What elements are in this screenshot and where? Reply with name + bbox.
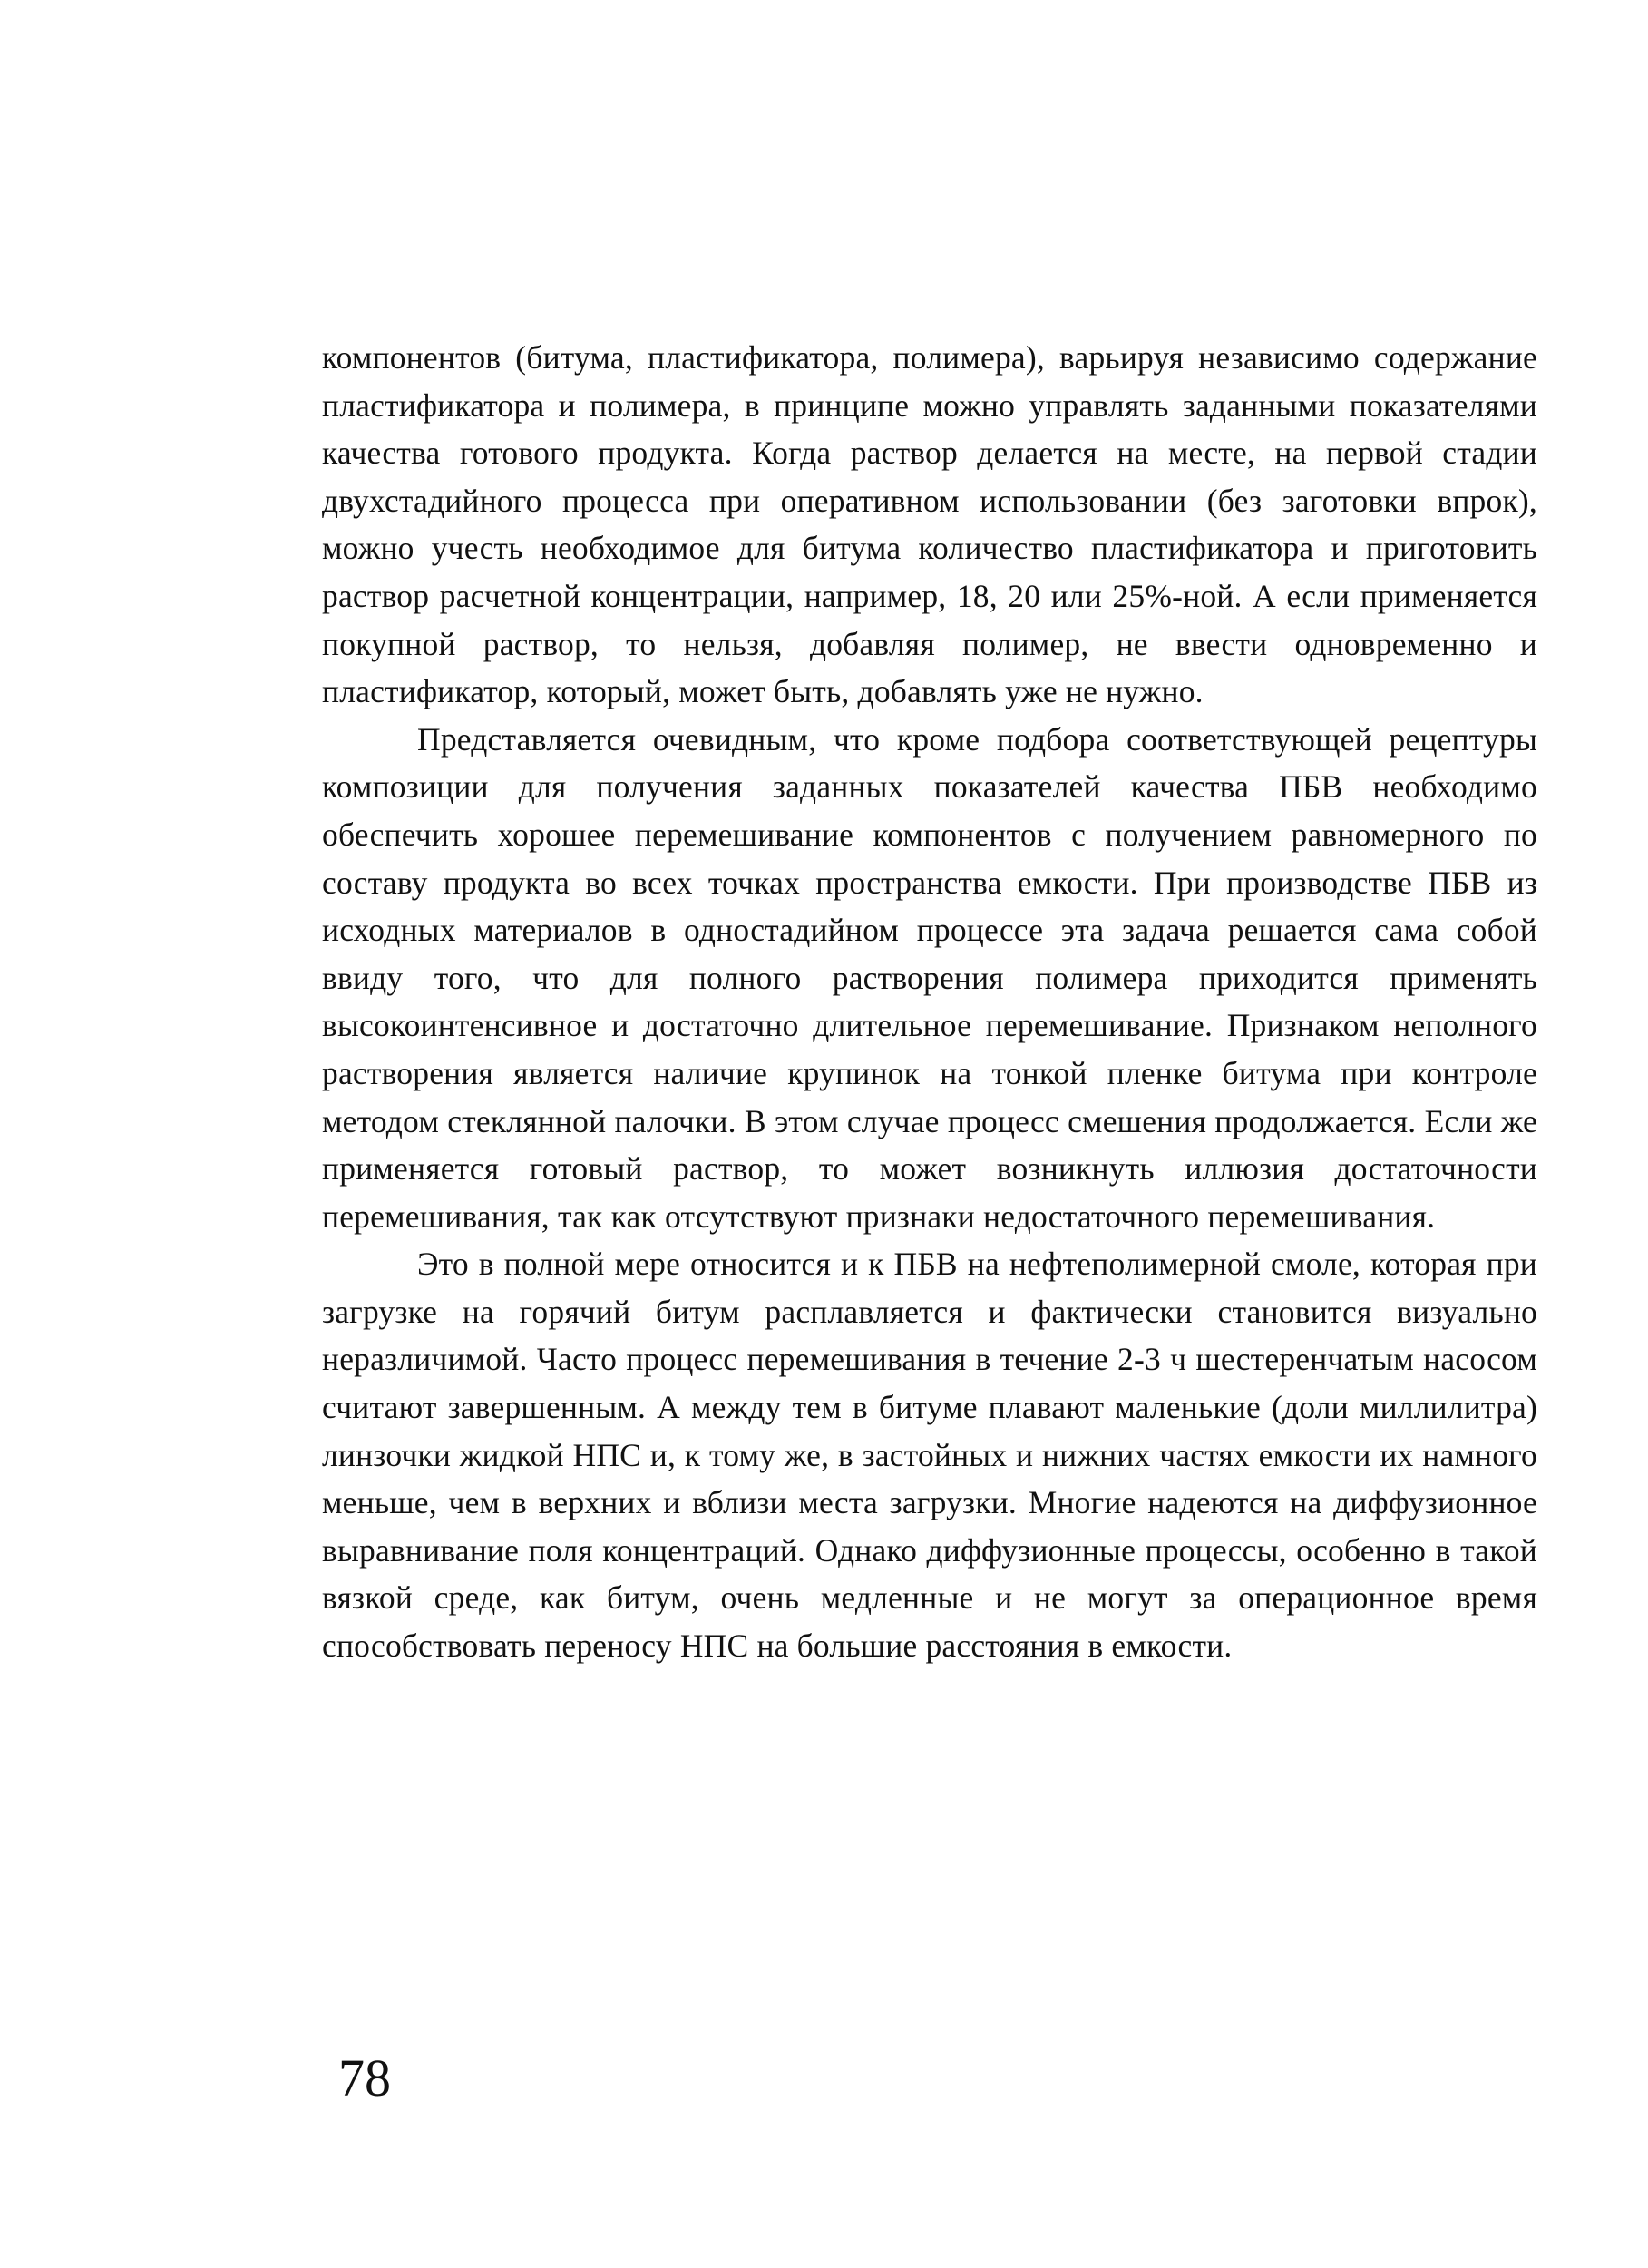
paragraph-1: компонентов (битума, пластификатора, полимера), варьируя независимо содержание пластификатора и полимера, в принципе можно управлять заданными показателями качества готового продукта. Когда раствор делается на месте, на первой стадии двухстадийного процесса при оперативном использовании (без заготовки впрок), можно учесть необходимое для битума количество пластификатора и приготовить раствор расчетной концентрации, например, 18, 20 или 25%-ной. А если применяется покупной раствор, то нельзя, добавляя полимер, не ввести одновременно и пластификатор, который, может быть, добавлять уже не нужно. [322,339,1537,710]
page-body [322,334,1537,1670]
paragraph-2: Представляется очевидным, что кроме подбора соответствующей рецептуры композиции для получения заданных показателей качества ПБВ необходимо обеспечить хорошее перемешивание компонентов с получением равномерного по составу продукта во всех точках пространства емкости. При производстве ПБВ из исходных материалов в одностадийном процессе эта задача решается сама собой ввиду того, что для полного растворения полимера приходится применять высокоинтенсивное и достаточно длительное перемешивание. Признаком неполного растворения является наличие крупинок на тонкой пленке битума при контроле методом стеклянной палочки. В этом случае процесс смешения продолжается. Если же применяется готовый раствор, то может возникнуть иллюзия достаточности перемешивания, так как отсутствуют признаки недостаточного перемешивания. [322,720,1537,1235]
page-number: 78 [338,2048,391,2107]
paragraph-3: Это в полной мере относится и к ПБВ на нефтеполимерной смоле, которая при загрузке на горячий битум расплавляется и фактически становится визуально неразличимой. Часто процесс перемешивания в течение 2-3 ч шестеренчатым насосом считают завершенным. А между тем в битуме плавают маленькие (доли миллилитра) линзочки жидкой НПС и, к тому же, в застойных и нижних частях емкости их намного меньше, чем в верхних и вблизи места загрузки. Многие надеются на диффузионное выравнивание поля концентраций. Однако диффузионные процессы, особенно в такой вязкой среде, как битум, очень медленные и не могут за операционное время способствовать переносу НПС на большие расстояния в емкости. [322,1246,1537,1665]
